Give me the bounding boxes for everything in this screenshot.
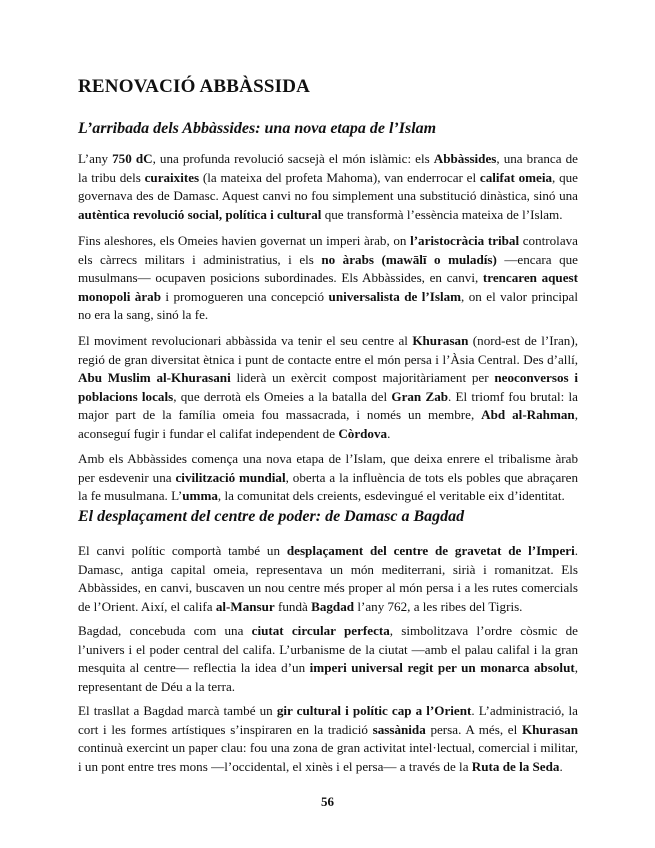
text-run: , oberta a la influència de tots els pobles que abraçaren la fe musulmana. L’ bbox=[78, 469, 578, 504]
text-run: Amb els Abbàssides comença una nova etapa de l’Islam, que deixa enrere el tribalisme àrab per esdevenir una bbox=[78, 451, 578, 485]
paragraph bbox=[78, 150, 578, 224]
text-run: El canvi polític comportà també un bbox=[78, 543, 287, 558]
bold-term: civilització mundial bbox=[175, 469, 286, 485]
bold-term: imperi universal regit per un monarca absolut bbox=[309, 660, 575, 676]
bold-term: al-Mansur bbox=[215, 598, 275, 614]
text-run: l’any 762, a les ribes del Tigris. bbox=[354, 598, 523, 614]
text-run: . bbox=[559, 758, 563, 774]
paragraph bbox=[78, 232, 578, 325]
text-run: . El triomf fou brutal: la major part de la família omeia fou massacrada, i només un membre, bbox=[78, 388, 578, 423]
bold-term: trencaren aquest monopoli àrab bbox=[78, 270, 578, 304]
bold-term: Bagdad bbox=[311, 598, 355, 614]
text-run: , una profunda revolució sacsejà el món islàmic: els bbox=[152, 151, 434, 166]
text-run: . Damasc, antiga capital omeia, representava un món mediterrani, sirià i romanitzat. Els Abbàssides, en canvi, buscaven un nou centre més proper al món persa i a les rutes comercials de l’Orient. Així, el califa bbox=[78, 543, 578, 614]
bold-term: ciutat circular perfecta bbox=[251, 623, 390, 638]
bold-term: sassànida bbox=[372, 721, 426, 737]
text-run: , que governava des de Damasc. Aquest canvi no fou simplement una substitució dinàstica, sinó una bbox=[78, 169, 578, 204]
text-run: , que derrotà els Omeies a la batalla del bbox=[173, 388, 392, 404]
text-run: (la mateixa del profeta Mahoma), van enderrocar el bbox=[199, 169, 480, 185]
page-title: RENOVACIÓ ABBÀSSIDA bbox=[78, 76, 311, 97]
text-run: fundà bbox=[274, 598, 312, 614]
text-run: liderà un exèrcit compost majoritàriament per bbox=[230, 370, 495, 386]
text-run: (nord-est de l’Iran), regió de gran diversitat ètnica i punt de contacte entre el món persa i l’Àsia Central. Des d’allí, bbox=[78, 333, 578, 367]
text-run: controlava els càrrecs militars i administratius, i els bbox=[78, 233, 578, 267]
text-run: , aconseguí fugir i fundar el califat independent de bbox=[78, 407, 578, 441]
paragraph bbox=[78, 542, 578, 616]
text-run: El moviment revolucionari abbàssida va tenir el seu centre al bbox=[78, 333, 413, 348]
section-heading-capital-shift: El desplaçament del centre de poder: de Damasc a Bagdad bbox=[78, 508, 465, 525]
bold-term: Còrdova bbox=[338, 425, 388, 441]
bold-term: Gran Zab bbox=[391, 388, 449, 404]
bold-term: Ruta de la Seda bbox=[471, 758, 560, 774]
text-run: —encara que musulmans— ocupaven posicions subordinades. Els Abbàssides, en canvi, bbox=[78, 251, 578, 286]
text-run: continuà exercint un paper clau: fou una zona de gran activitat intel·lectual, comercial i militar, i un pont entre tres mons —l’occidental, el xinès i el persa— a través de la bbox=[78, 740, 578, 774]
text-run: L’any bbox=[78, 151, 113, 166]
bold-term: Khurasan bbox=[412, 333, 469, 348]
bold-term: 750 dC bbox=[112, 151, 153, 166]
paragraph bbox=[78, 450, 578, 506]
bold-term: umma bbox=[182, 488, 218, 504]
bold-term: califat omeia bbox=[479, 169, 553, 185]
paragraph bbox=[78, 622, 578, 696]
bold-term: curaixites bbox=[144, 169, 200, 185]
paragraph bbox=[78, 332, 578, 444]
bold-term: neoconversos i poblacions locals bbox=[78, 370, 578, 404]
text-run: persa. A més, el bbox=[425, 721, 522, 737]
text-run: , representant de Déu a la terra. bbox=[78, 660, 578, 694]
bold-term: Abbàssides bbox=[433, 151, 497, 166]
page-number: 56 bbox=[321, 794, 334, 809]
bold-term: Abu Muslim al-Khurasani bbox=[78, 370, 231, 386]
text-run: . L’administració, la cort i les formes artístiques s’inspiraren en la tradició bbox=[78, 703, 578, 737]
text-run: , simbolitzava l’ordre còsmic de l’univers i el poder central del califa. L’urbanisme de la ciutat —amb el palau califal i la gran mesquita al centre— reflectia la idea d’un bbox=[78, 623, 578, 676]
text-run: Fins aleshores, els Omeies havien governat un imperi àrab, on bbox=[78, 233, 411, 248]
text-run: El trasllat a Bagdad marcà també un bbox=[78, 703, 277, 718]
text-run: Bagdad, concebuda com una bbox=[78, 623, 252, 638]
bold-term: l’aristocràcia tribal bbox=[410, 233, 520, 248]
text-run: . bbox=[387, 425, 391, 441]
bold-term: gir cultural i polític cap a l’Orient bbox=[276, 703, 472, 718]
bold-term: autèntica revolució social, política i cultural bbox=[78, 206, 322, 222]
bold-term: Khurasan bbox=[521, 721, 579, 737]
text-run: , una branca de la tribu dels bbox=[78, 151, 578, 185]
text-run: , on el valor principal no era la sang, sinó la fe. bbox=[78, 288, 578, 323]
bold-term: no àrabs (mawālī o muladís) bbox=[321, 251, 497, 267]
text-run: , la comunitat dels creients, esdevingué el veritable eix d’identitat. bbox=[217, 488, 565, 504]
text-run: que transformà l’essència mateixa de l’Islam. bbox=[321, 206, 563, 222]
text-run: i promogueren una concepció bbox=[161, 288, 329, 304]
section-heading-arrival: L’arribada dels Abbàssides: una nova etapa de l’Islam bbox=[78, 120, 437, 137]
bold-term: Abd al-Rahman bbox=[481, 407, 575, 423]
bold-term: desplaçament del centre de gravetat de l’Imperi bbox=[286, 543, 575, 558]
bold-term: universalista de l’Islam bbox=[328, 288, 462, 304]
paragraph bbox=[78, 702, 578, 776]
